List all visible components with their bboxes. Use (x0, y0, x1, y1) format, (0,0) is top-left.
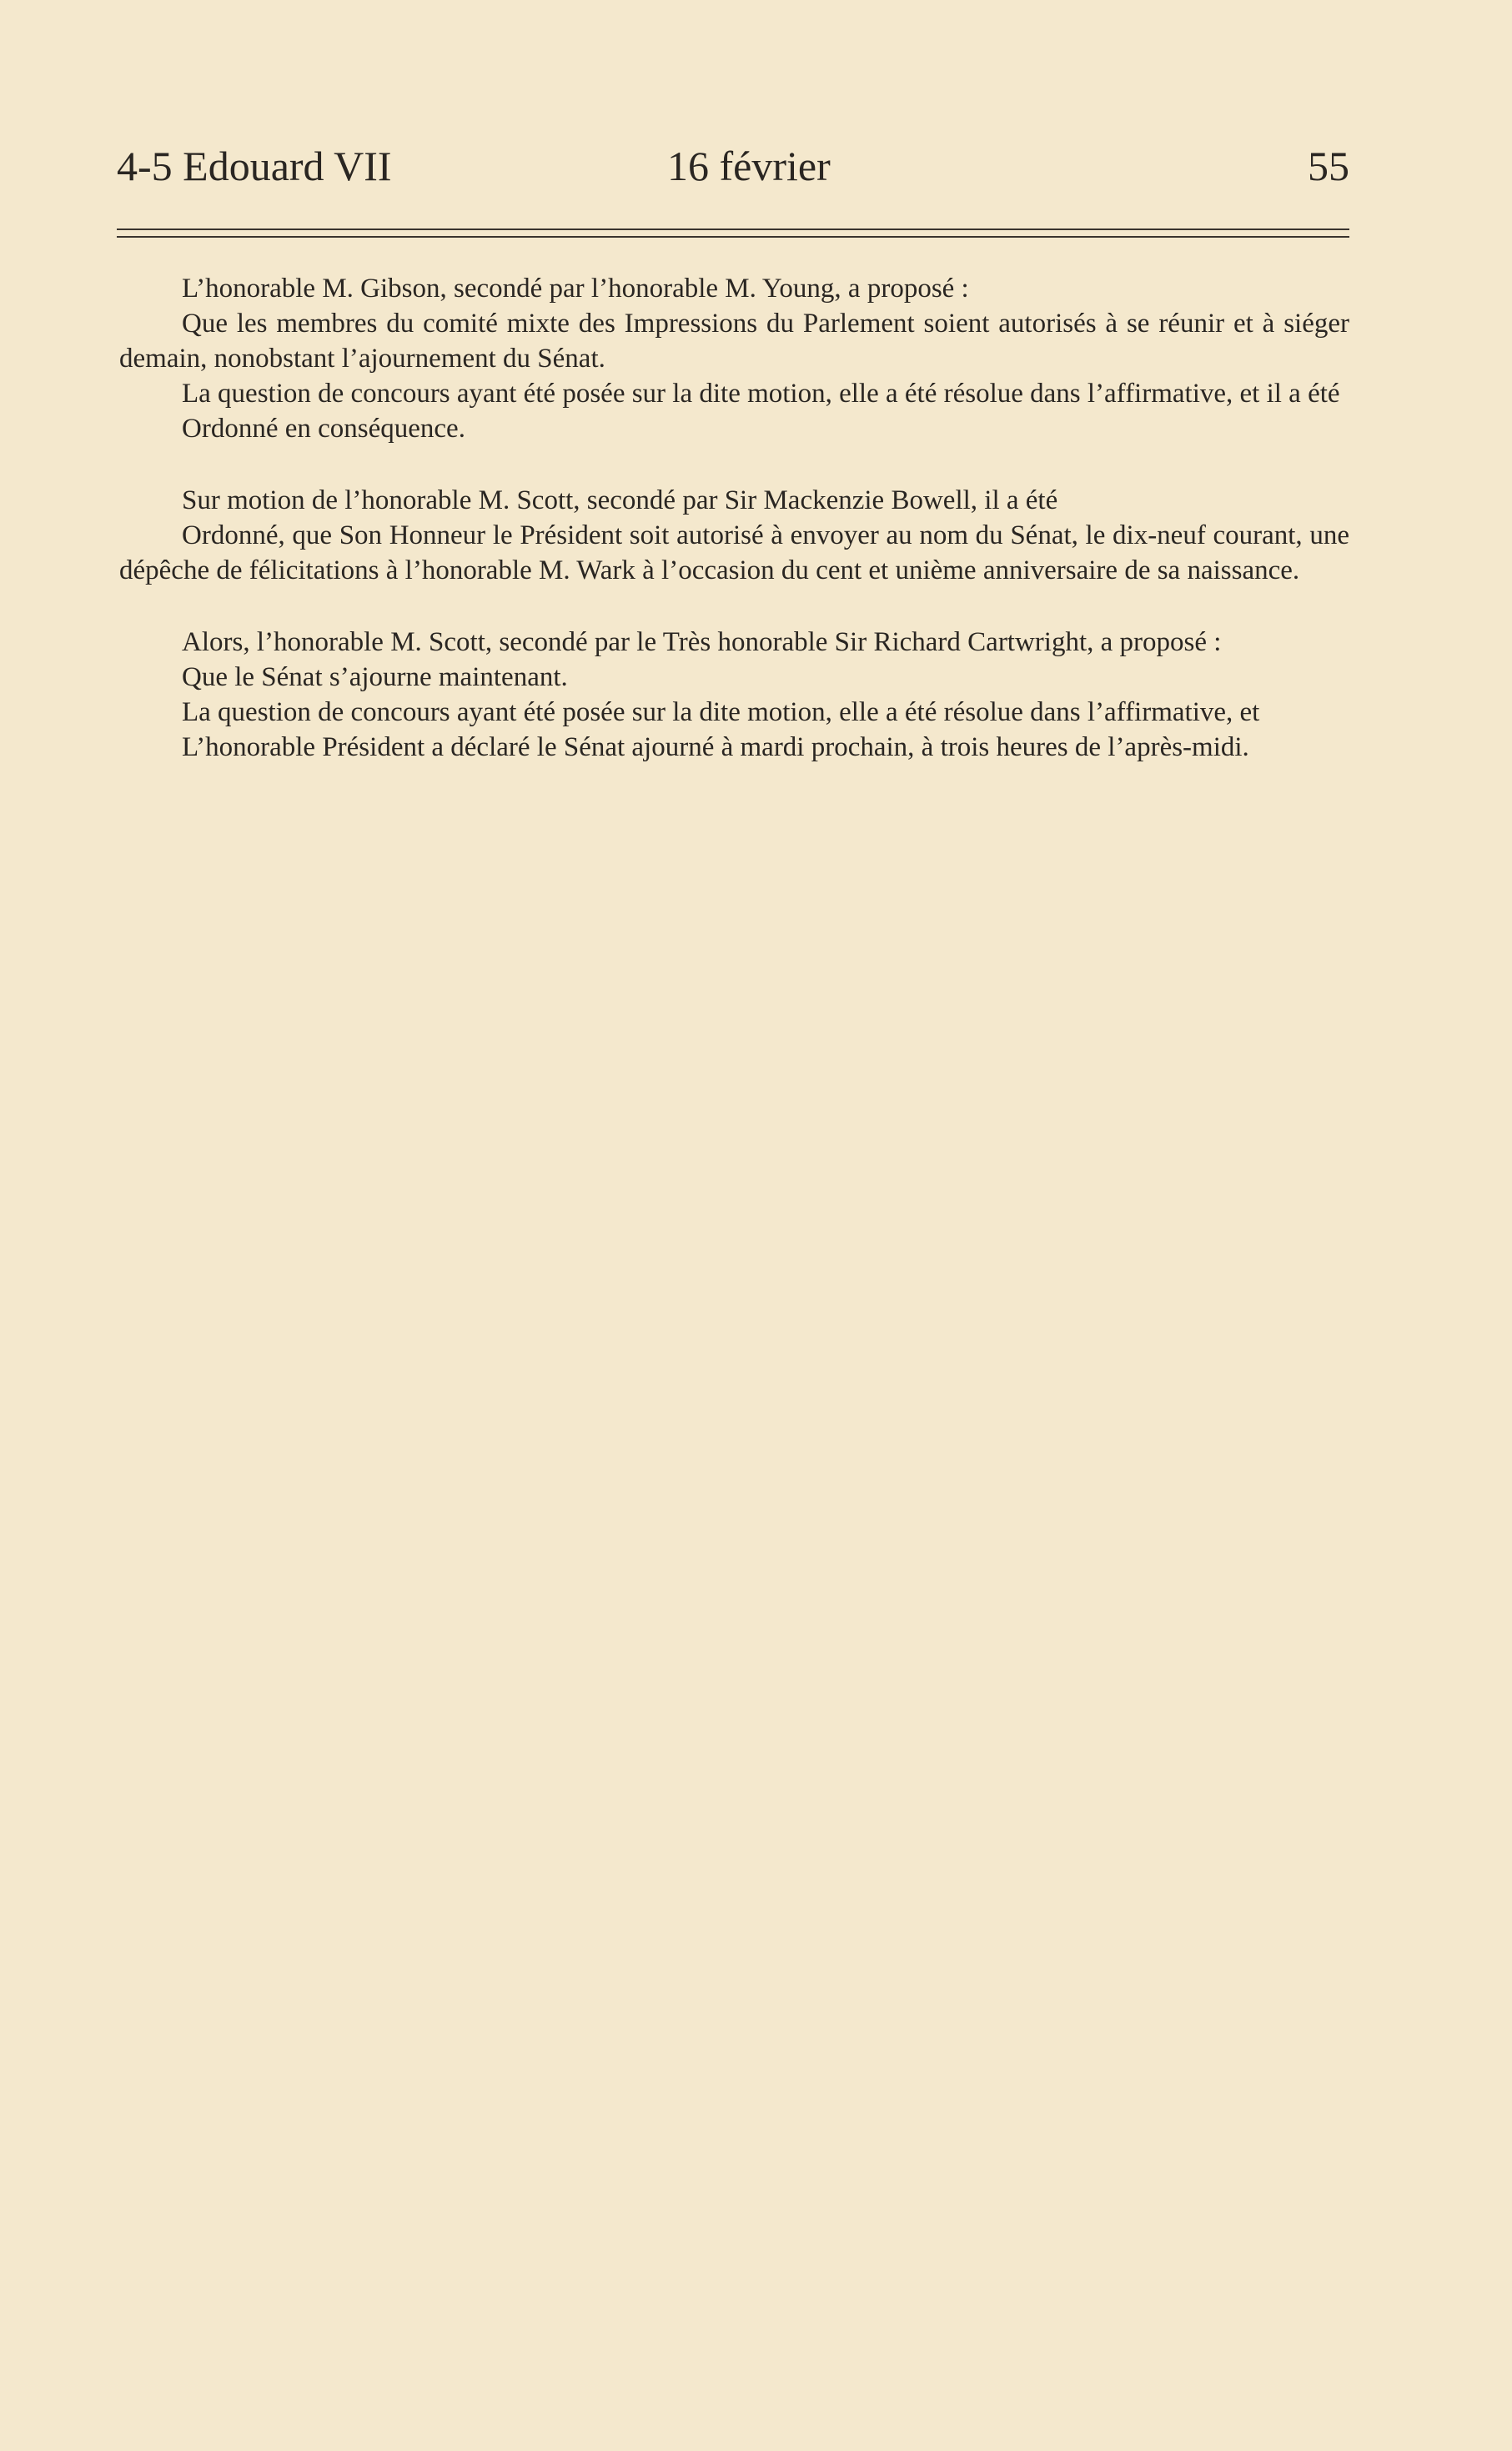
paragraph: La question de concours ayant été posée sur la dite motion, elle a été résolue dans l’affirmative, et il a été (182, 379, 1340, 409)
paragraph: Sur motion de l’honorable M. Scott, secondé par Sir Mackenzie Bowell, il a été (182, 485, 1058, 515)
paragraph: L’honorable M. Gibson, secondé par l’honorable M. Young, a proposé : (182, 274, 969, 304)
header-rule (117, 236, 1349, 238)
paragraph: Que le Sénat s’ajourne maintenant. (182, 662, 568, 692)
paragraph: Ordonné, que Son Honneur le Président soit autorisé à envoyer au nom du Sénat, le dix-neuf courant, une dépêche de félicitations à l’honorable M. Wark à l’occasion du cent et unième anniversaire de sa naissance. (119, 520, 1349, 585)
paragraph: Alors, l’honorable M. Scott, secondé par le Très honorable Sir Richard Cartwright, a proposé : (182, 627, 1222, 657)
header-rule (117, 229, 1349, 230)
session-label: 4-5 Edouard VII (117, 143, 392, 189)
page-number: 55 (1308, 143, 1349, 189)
paragraph: Ordonné en conséquence. (182, 414, 465, 444)
paragraph: La question de concours ayant été posée sur la dite motion, elle a été résolue dans l’affirmative, et (182, 697, 1260, 727)
date-label: 16 février (667, 143, 831, 189)
paragraph: L’honorable Président a déclaré le Sénat ajourné à mardi prochain, à trois heures de l’après-midi. (182, 732, 1249, 762)
page-body (119, 271, 1349, 765)
paragraph: Que les membres du comité mixte des Impressions du Parlement soient autorisés à se réunir et à siéger demain, nonobstant l’ajournement du Sénat. (119, 309, 1349, 374)
page-header (117, 142, 1349, 200)
